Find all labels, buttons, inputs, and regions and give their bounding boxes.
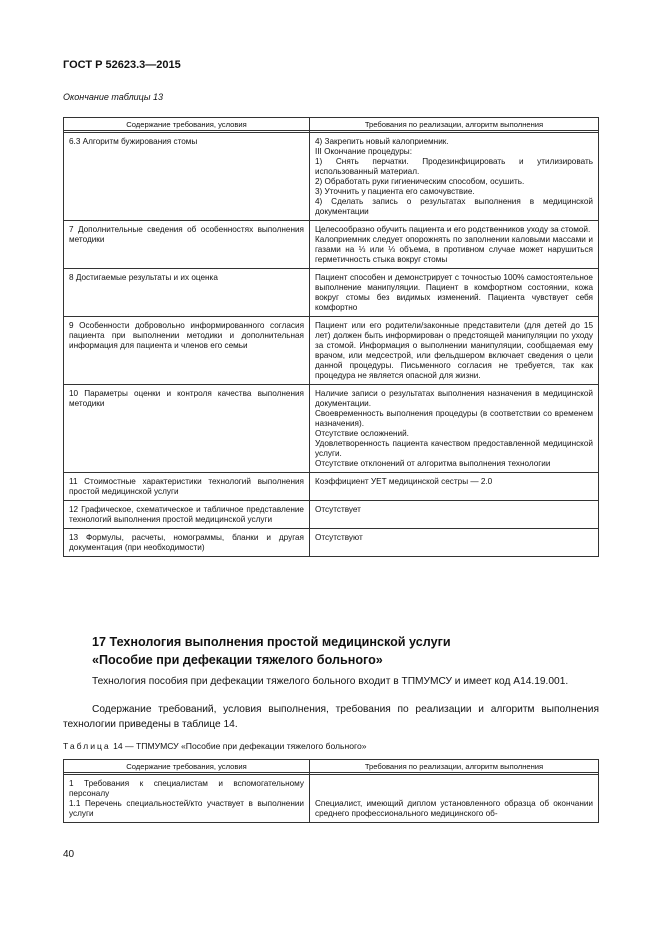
row-requirement: 4) Закрепить новый калоприемник. III Окончание процедуры: 1) Снять перчатки. Продезинфицировать и утилизировать использованный материал. 2) Обработать руки гигиеническим способом, осушить. 3) Уточнить у пациента его самочувствие. 4) Сделать запись о результатах выполнения в медицинской документации — [310, 133, 599, 221]
table-row — [64, 221, 599, 269]
row-requirement: Отсутствуют — [310, 529, 599, 557]
row-requirement: Отсутствует — [310, 501, 599, 529]
column-header-conditions: Содержание требования, условия — [64, 760, 310, 775]
table-row — [64, 133, 599, 221]
section-title-line-1: 17 Технология выполнения простой медицинской услуги — [92, 635, 451, 649]
document-header: ГОСТ Р 52623.3—2015 — [63, 59, 181, 71]
table-continuation-caption: Окончание таблицы 13 — [63, 92, 163, 102]
row-condition: 12 Графическое, схематическое и табличное представление технологий выполнения простой медицинской услуги — [64, 501, 310, 529]
row-requirement: Специалист, имеющий диплом установленного образца об окончании среднего профессионального медицинского об- — [310, 775, 599, 823]
table-row — [64, 473, 599, 501]
row-condition: 11 Стоимостные характеристики технологий выполнения простой медицинской услуги — [64, 473, 310, 501]
section-title-line-2: «Пособие при дефекации тяжелого больного» — [92, 652, 383, 667]
table-row — [64, 385, 599, 473]
row-requirement: Коэффициент УЕТ медицинской сестры — 2.0 — [310, 473, 599, 501]
row-requirement: Пациент способен и демонстрирует с точностью 100% самостоятельное выполнение манипуляции. Пациент в комфортном состоянии, кожа вокруг стомы без видимых изменений. Пациента чувствует себя комфортно — [310, 269, 599, 317]
row-condition: 1 Требования к специалистам и вспомогательному персоналу 1.1 Перечень специальностей/кто участвует в выполнении услуги — [64, 775, 310, 823]
row-condition: 6.3 Алгоритм бужирования стомы — [64, 133, 310, 221]
page-number: 40 — [63, 849, 75, 860]
table-header-row — [64, 760, 599, 775]
table-row — [64, 501, 599, 529]
section-paragraph-2: Содержание требований, условия выполнения, требования по реализации и алгоритм выполнения технологии приведены в таблице 14. — [63, 704, 599, 731]
section-17-title — [92, 634, 451, 670]
table-13 — [63, 117, 599, 557]
column-header-requirements: Требования по реализации, алгоритм выполнения — [310, 118, 599, 133]
row-condition: 8 Достигаемые результаты и их оценка — [64, 269, 310, 317]
table-14 — [63, 759, 599, 823]
row-condition: 9 Особенности добровольно информированного согласия пациента при выполнении методики и дополнительная информация для пациента и членов его семьи — [64, 317, 310, 385]
table-row — [64, 317, 599, 385]
table-header-row — [64, 118, 599, 133]
row-requirement: Наличие записи о результатах выполнения назначения в медицинской документации. Своевременность выполнения процедуры (в соответствии со временем назначения). Отсутствие осложнений. Удовлетворенность пациента качеством предоставленной медицинской услуги. Отсутствие отклонений от алгоритма выполнения технологии — [310, 385, 599, 473]
column-header-requirements: Требования по реализации, алгоритм выполнения — [310, 760, 599, 775]
section-paragraph-1: Технология пособия при дефекации тяжелого больного входит в ТПМУМСУ и имеет код А14.19.001. — [92, 676, 569, 687]
row-condition: 13 Формулы, расчеты, номограммы, бланки и другая документация (при необходимости) — [64, 529, 310, 557]
table-row — [64, 269, 599, 317]
table-row — [64, 775, 599, 823]
row-requirement: Целесообразно обучить пациента и его родственников уходу за стомой. Калоприемник следует опорожнять по заполнении каловыми массами и газами на ⅓ или ⅓ объема, в противном случае может нарушиться герметичность стыка вокруг стомы — [310, 221, 599, 269]
table-row — [64, 529, 599, 557]
row-condition: 7 Дополнительные сведения об особенностях выполнения методики — [64, 221, 310, 269]
row-condition: 10 Параметры оценки и контроля качества выполнения методики — [64, 385, 310, 473]
column-header-conditions: Содержание требования, условия — [64, 118, 310, 133]
table-14-caption: Таблица 14 — ТПМУМСУ «Пособие при дефекации тяжелого больного» — [63, 741, 367, 751]
row-requirement: Пациент или его родители/законные представители (для детей до 15 лет) должен быть информирован о предстоящей манипуляции по уходу за стомой. Информация о выполнении манипуляции, сообщаемая ему врачом, или медсестрой, или фельдшером включает сведения о цели данной процедуры. Письменного согласия не требуется, так как процедура не является опасной для жизни. — [310, 317, 599, 385]
